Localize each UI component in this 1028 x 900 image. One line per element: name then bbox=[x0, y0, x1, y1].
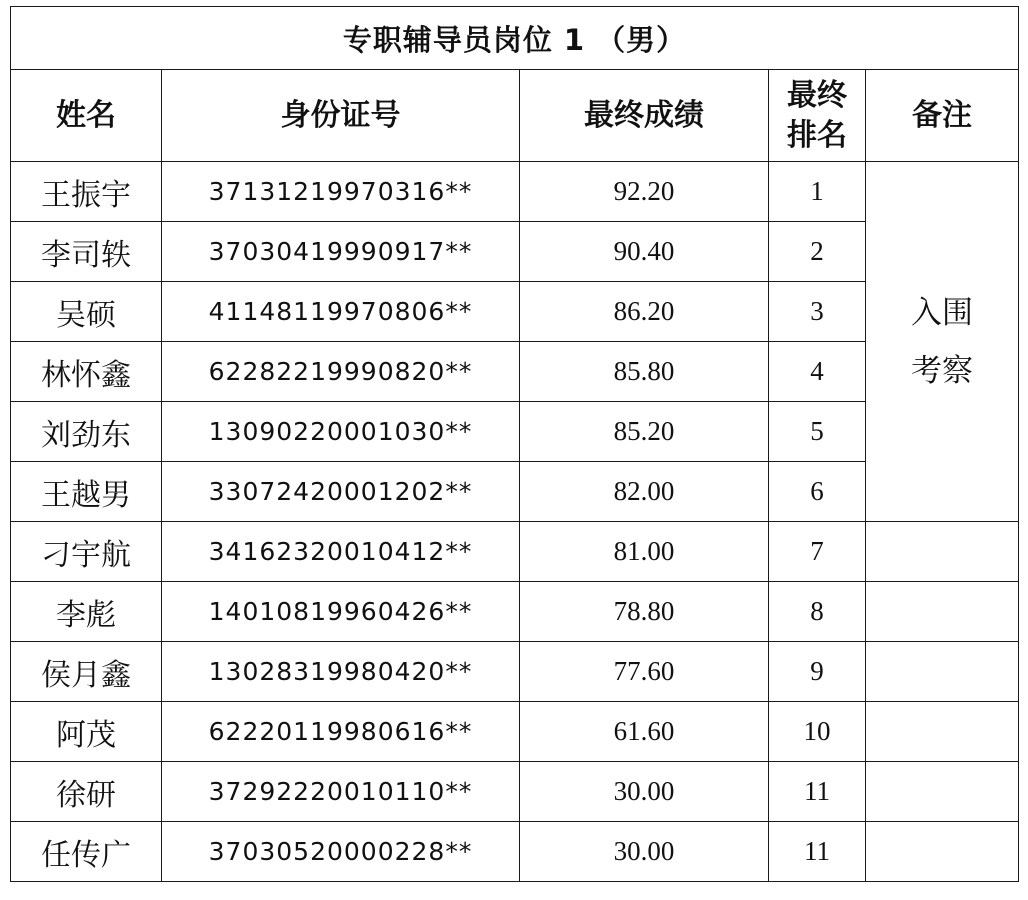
cell-name: 王越男 bbox=[11, 462, 162, 522]
header-row bbox=[11, 70, 1019, 162]
cell-note bbox=[866, 762, 1019, 822]
cell-rank: 6 bbox=[769, 462, 866, 522]
cell-name: 王振宇 bbox=[11, 162, 162, 222]
cell-rank: 5 bbox=[769, 402, 866, 462]
cell-id: 13090220001030** bbox=[162, 402, 520, 462]
cell-id: 62220119980616** bbox=[162, 702, 520, 762]
cell-name: 任传广 bbox=[11, 822, 162, 882]
cell-id: 13028319980420** bbox=[162, 642, 520, 702]
cell-note bbox=[866, 642, 1019, 702]
cell-score: 82.00 bbox=[520, 462, 769, 522]
results-table bbox=[10, 6, 1019, 882]
header-note: 备注 bbox=[866, 70, 1019, 162]
cell-id: 37292220010110** bbox=[162, 762, 520, 822]
table-row bbox=[11, 162, 1019, 222]
cell-id: 37131219970316** bbox=[162, 162, 520, 222]
cell-name: 李彪 bbox=[11, 582, 162, 642]
cell-note bbox=[866, 582, 1019, 642]
cell-name: 刁宇航 bbox=[11, 522, 162, 582]
cell-name: 徐研 bbox=[11, 762, 162, 822]
cell-rank: 9 bbox=[769, 642, 866, 702]
cell-name: 李司轶 bbox=[11, 222, 162, 282]
cell-score: 92.20 bbox=[520, 162, 769, 222]
cell-note bbox=[866, 522, 1019, 582]
cell-name: 刘劲东 bbox=[11, 402, 162, 462]
table-row bbox=[11, 582, 1019, 642]
cell-score: 77.60 bbox=[520, 642, 769, 702]
cell-score: 30.00 bbox=[520, 822, 769, 882]
cell-rank: 1 bbox=[769, 162, 866, 222]
cell-rank: 8 bbox=[769, 582, 866, 642]
cell-rank: 2 bbox=[769, 222, 866, 282]
cell-score: 85.20 bbox=[520, 402, 769, 462]
table-row bbox=[11, 762, 1019, 822]
cell-score: 85.80 bbox=[520, 342, 769, 402]
cell-score: 86.20 bbox=[520, 282, 769, 342]
note-line1: 入围 bbox=[911, 294, 973, 331]
cell-id: 41148119970806** bbox=[162, 282, 520, 342]
header-id: 身份证号 bbox=[162, 70, 520, 162]
title-row bbox=[11, 7, 1019, 70]
cell-id: 62282219990820** bbox=[162, 342, 520, 402]
cell-score: 81.00 bbox=[520, 522, 769, 582]
cell-name: 阿茂 bbox=[11, 702, 162, 762]
cell-note bbox=[866, 822, 1019, 882]
cell-rank: 4 bbox=[769, 342, 866, 402]
cell-score: 78.80 bbox=[520, 582, 769, 642]
table-row bbox=[11, 702, 1019, 762]
header-rank-line1: 最终 bbox=[787, 77, 847, 113]
cell-score: 90.40 bbox=[520, 222, 769, 282]
note-line2: 考察 bbox=[911, 352, 973, 389]
cell-score: 61.60 bbox=[520, 702, 769, 762]
table-row bbox=[11, 822, 1019, 882]
header-rank bbox=[769, 70, 866, 162]
cell-rank: 11 bbox=[769, 762, 866, 822]
cell-id: 33072420001202** bbox=[162, 462, 520, 522]
cell-rank: 10 bbox=[769, 702, 866, 762]
cell-score: 30.00 bbox=[520, 762, 769, 822]
cell-rank: 11 bbox=[769, 822, 866, 882]
table-title: 专职辅导员岗位 1 （男） bbox=[11, 7, 1019, 70]
cell-rank: 7 bbox=[769, 522, 866, 582]
cell-id: 37030419990917** bbox=[162, 222, 520, 282]
cell-note-group bbox=[866, 162, 1019, 522]
cell-name: 吴硕 bbox=[11, 282, 162, 342]
cell-note bbox=[866, 702, 1019, 762]
cell-name: 侯月鑫 bbox=[11, 642, 162, 702]
cell-id: 37030520000228** bbox=[162, 822, 520, 882]
cell-rank: 3 bbox=[769, 282, 866, 342]
table-row bbox=[11, 642, 1019, 702]
header-rank-line2: 排名 bbox=[787, 117, 847, 153]
header-score: 最终成绩 bbox=[520, 70, 769, 162]
cell-id: 34162320010412** bbox=[162, 522, 520, 582]
table-row bbox=[11, 522, 1019, 582]
cell-name: 林怀鑫 bbox=[11, 342, 162, 402]
cell-id: 14010819960426** bbox=[162, 582, 520, 642]
header-name: 姓名 bbox=[11, 70, 162, 162]
